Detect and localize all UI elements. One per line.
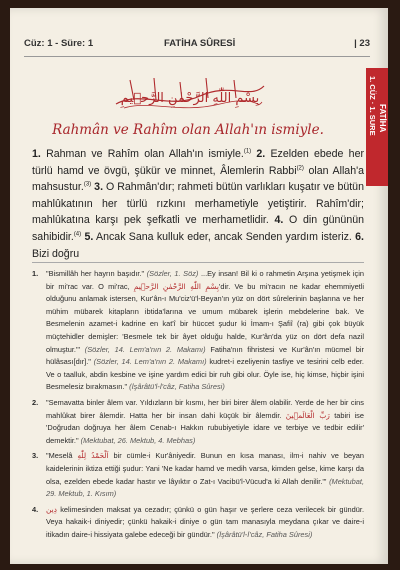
footnote-3: 3. "Meselâ اَلْحَمْدُ لِلّٰهِ bir cümle-i Kur'âniyedir. Bunun en kısa manası, ilm-i nahiv ve beyan kaidelerinin iktiza ettiği şudur: Yani 'Ne kadar hamd ve medih varsa, kimden gelse, kime karşı da olsa, ezelden ebede kadar hastır ve lâyıktır o Zat-ı Vacibü'l-Vücud'a ki Allah denilir.'" (Mektubat, 29. Mektub, 1. Kısım) <box>32 451 364 499</box>
verse-4: O din gününün sahibidir. <box>32 214 364 243</box>
book-page <box>10 8 388 564</box>
footnote-1: 1. "Bismillâh her hayrın başıdır." (Sözler, 1. Söz) ...Ey insan! Bil ki o rahmetin Arşına yetişmek için bir mi'rac var. O mi'rac, بِسْمِ اللّٰهِ الرَّحْمٰنِ الرَّح۪يمِ'dir. Ve bu mi'racın ne kadar ehemmiyetli olduğunu anlamak istersen, Kur'ân-ı Mu'ciz'ü'l-Beyan'ın yüz on dört sûrelerinin başlarına ve her mühim mübarek kitapların ibtida'larına ve umum mübarek işlerin mebdelerine bak. Ve Besmelenin azamet-i kadrine en kat'î bir hüccet şudur ki İmam-ı Şafiî (ra) gibi çok büyük müçtehidler demişler: 'Besmele tek bir âyet olduğu halde, Kur'ân'da yüz on dört defa nazil olmuştur.'" (Sözler, 14. Lem'a'nın 2. Makamı) Fatiha'nın fihristesi ve Kur'ân'ın mücmel bir hülâsası[dır]." (Sözler, 14. Lem'a'nın 2. Makamı) kudret-i ezeliyenin tasfiye ve tesirini celb eder. Ve o taalluk, abdin kesbine ve işine yardım edici bir ruh gibi olur. Öyle ise, hiç kimse, hiçbir işini Besmelesiz bırakmasın." (İşârâtü'l-İ'câz, Fatiha Sûresi) <box>32 269 365 392</box>
verse-2b: olan Allah'a mahsustur. <box>32 164 364 194</box>
verse-translation: 1. Rahman ve Rahîm olan Allah'ın ismiyle.$^{(1)}$ 2. Ezelden ebede her türlü hamd ve övgü, şükür ve minnet, Âlemlerin Rabbi$^{(2)}$ olan Allah'a mahsustur.$^{(3)}$ 3. O Rahmân'dır; rahmeti bütün varlıkları kuşatır ve bütün mahlûkatının her türlü rızkını merhametiyle yetiştirir. Rahîm'dir; mahlûkatına karşı pek şefkatli ve merhametlidir. 4. O din gününün sahibidir.$^{(4)}$ 5. Ancak Sana kulluk eder, ancak Senden yardım isteriz. 6. Bizi doğru <box>32 148 364 260</box>
verse-6: Bizi doğru <box>32 247 80 260</box>
verse-2: Ezelden ebede her türlü hamd ve övgü, şükür ve minnet, Âlemlerin Rabbi <box>32 148 364 177</box>
footnote-2: 2. "Semavatta binler âlem var. Yıldızların bir kısmı, her biri birer âlem olabilir. Yerde de her bir cins mahlûkat birer âlemdir. Hatta her bir insan dahi küçük bir âlemdir. رَبِّ الْعَالَم۪ينَ tabiri ise 'Doğrudan doğruya her âlem Cenab-ı Hakkın rububiyetiyle idare ve terbiye ve tedbir edilir' demektir." (Mektubat, 26. Mektub, 4. Mebhas) <box>32 397 364 445</box>
page-number: | 23 <box>354 38 370 49</box>
basmala-calligraphy <box>110 70 270 116</box>
side-tab-juz: 1. CÜZ · 1. SURE <box>368 76 377 136</box>
basmala-translation: Rahmân ve Rahîm olan Allah'ın ismiyle. <box>52 122 324 138</box>
verse-3: O Rahmân'dır; rahmeti bütün varlıkları kuşatır ve bütün mahlûkatının her türlü rızkını merhametiyle yetiştirir. Rahîm'dir; mahlûkatına karşı pek şefkatli ve merhametlidir. <box>32 181 364 227</box>
verse-1: Rahman ve Rahîm olan Allah'ın ismiyle. <box>46 148 244 160</box>
sura-title: FATİHA SÛRESİ <box>164 38 236 49</box>
juz-sura-label: Cüz: 1 - Süre: 1 <box>24 38 94 49</box>
footnotes <box>32 268 364 544</box>
basmala-text: بِسْمِ اللّٰهِ الرَّحْمٰنِ الرَّح۪يمِ <box>120 91 260 106</box>
footnote-4: 4. دِين kelimesinden maksat ya cezadır; çünkü o gün haşır ve şerlere ceza verilecek bir gündür. Veya hakaik-i diniyedir; çünkü hakaik-i diniye o gün tam manasıyla meydana çıkar ve daire-i itikadın daire-i hissiyata galebe edeceği bir gündür." (İşârâtü'l-İ'câz, Fatiha Sûresi) <box>32 504 364 539</box>
header-divider <box>24 56 370 57</box>
page-header <box>24 38 370 56</box>
verse-5: Ancak Sana kulluk eder, ancak Senden yardım isteriz. <box>96 230 352 243</box>
side-tab <box>366 68 388 186</box>
side-tab-sura: FATİHA <box>378 104 387 133</box>
footnote-divider <box>32 262 364 263</box>
